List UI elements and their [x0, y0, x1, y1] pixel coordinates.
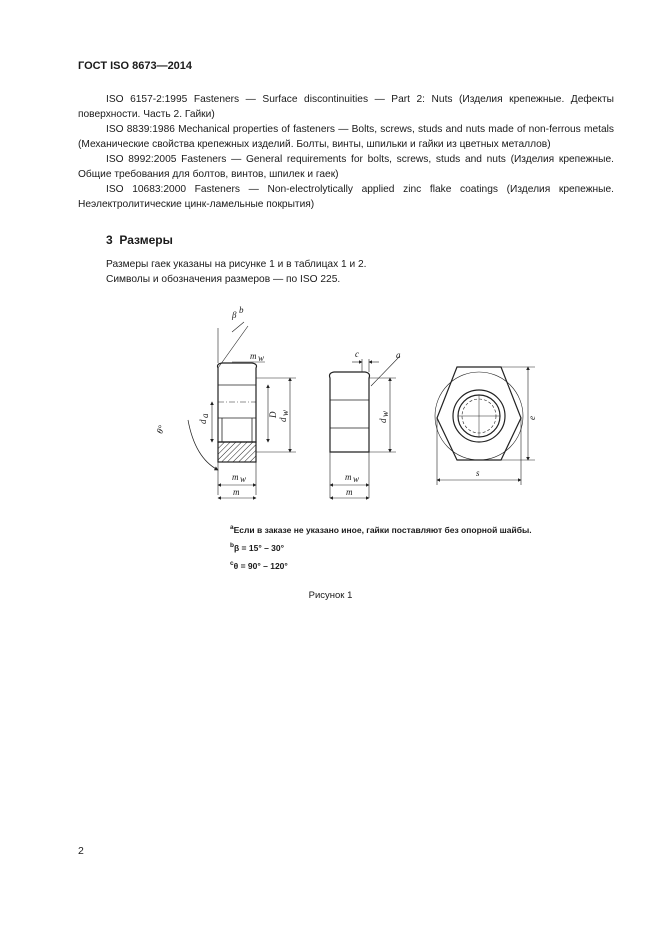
- reference-item: ISO 6157-2:1995 Fasteners — Surface discontinuities — Part 2: Nuts (Изделия крепежные. Дефекты поверхности. Часть 2. Гайки): [78, 94, 614, 120]
- note-text: θ = 90° – 120°: [233, 560, 288, 571]
- D-label: D: [268, 411, 278, 418]
- note-mark: c: [230, 559, 234, 567]
- mw-label-top: m: [250, 351, 257, 361]
- c-label: c: [355, 349, 359, 359]
- note-text: β = 15° – 30°: [233, 542, 285, 553]
- nut-side-view: [330, 356, 401, 498]
- beta-label: β: [232, 310, 237, 320]
- mw-sub-side: w: [353, 474, 360, 484]
- note-mark: b: [230, 541, 234, 549]
- dw-sub-side: w: [380, 410, 390, 417]
- normative-references-list: [78, 92, 614, 212]
- document-header-code: ГОСТ ISO 8673—2014: [78, 60, 193, 72]
- reference-item: ISO 8992:2005 Fasteners — General requirements for bolts, screws, studs and nuts (Изделия крепежные. Общие требования для болтов, винтов, шпилек и гаек): [78, 154, 614, 180]
- da-label: d: [198, 419, 208, 424]
- a-note-label: a: [396, 350, 401, 360]
- mw-label-bottom: m: [232, 472, 239, 482]
- page-number: 2: [78, 845, 84, 857]
- s-label: s: [476, 468, 480, 478]
- reference-item: ISO 8839:1986 Mechanical properties of fasteners — Bolts, screws, studs and nuts made of non-ferrous metals (Механические свойства крепежных изделий. Болты, винты, шпильки и гайки из цветных металлов): [78, 124, 614, 150]
- mw-sub-top: w: [258, 353, 265, 363]
- note-mark: a: [230, 524, 234, 531]
- dw-sub: w: [280, 409, 290, 416]
- figure-note: [230, 556, 532, 574]
- mw-label-side: m: [345, 472, 352, 482]
- section-number: 3: [106, 233, 113, 247]
- note-text: Если в заказе не указано иное, гайки поставляют без опорной шайбы.: [233, 524, 532, 535]
- figure-note: [230, 538, 532, 556]
- da-sub: a: [200, 413, 210, 418]
- mw-sub-bottom: w: [240, 474, 247, 484]
- nut-top-view: [435, 367, 535, 485]
- theta-label: θ°: [154, 423, 167, 435]
- reference-item: ISO 10683:2000 Fasteners — Non-electrolytically applied zinc flake coatings (Изделия крепежные. Неэлектролитические цинк-ламельные покрытия): [78, 184, 614, 210]
- dw-label-side: d: [378, 418, 388, 423]
- e-label: e: [527, 416, 537, 420]
- dw-label: d: [278, 417, 288, 422]
- body-paragraph: Символы и обозначения размеров — по ISO 225.: [106, 274, 341, 285]
- body-paragraph: Размеры гаек указаны на рисунке 1 и в таблицах 1 и 2.: [106, 259, 367, 270]
- m-label-side: m: [346, 487, 353, 497]
- nut-dimension-drawing: [140, 300, 540, 515]
- figure-note: [230, 520, 532, 538]
- figure-notes: [230, 520, 532, 573]
- figure-caption: Рисунок 1: [308, 590, 353, 601]
- section-heading: [106, 233, 173, 247]
- m-label-left: m: [233, 487, 240, 497]
- section-title: Размеры: [119, 233, 173, 247]
- section-body: [106, 257, 367, 287]
- beta-note-mark: b: [239, 305, 244, 315]
